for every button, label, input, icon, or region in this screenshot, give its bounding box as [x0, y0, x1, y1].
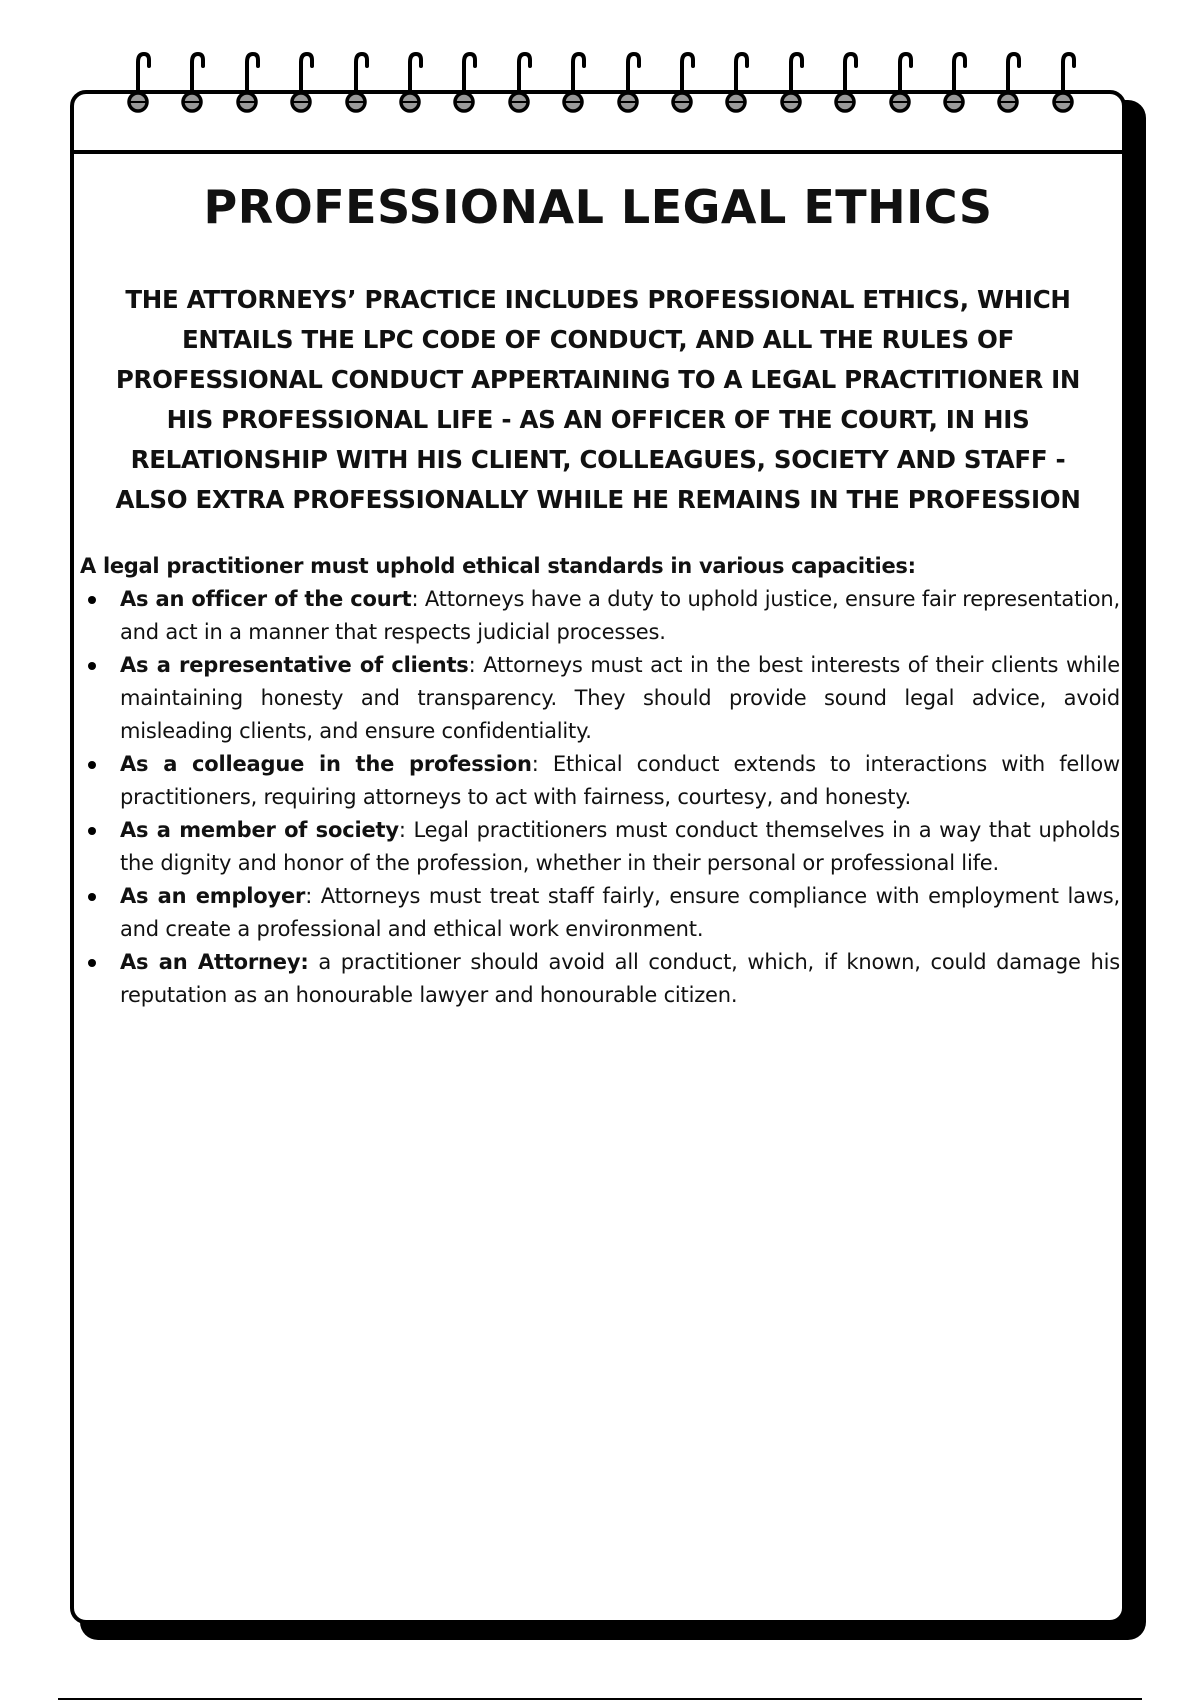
item-term: As an Attorney: [120, 950, 309, 974]
bullet-icon [88, 761, 96, 769]
spiral-ring-icon [667, 50, 697, 120]
spiral-ring-icon [286, 50, 316, 120]
notebook-header-rule [74, 150, 1122, 154]
list-item [120, 880, 1120, 946]
spiral-ring-icon [993, 50, 1023, 120]
list-item [120, 649, 1120, 748]
spiral-binding [0, 50, 1200, 120]
spiral-ring-icon [776, 50, 806, 120]
item-text: a practitioner should avoid all conduct, which, if known, could damage his reputation as an honourable lawyer and honourable citizen. [120, 950, 1121, 1007]
spiral-ring-icon [123, 50, 153, 120]
item-text: Attorneys have a duty to uphold justice, ensure fair representation, and act in a manner that respects judicial processes. [120, 587, 1120, 644]
item-term: As an officer of the court [120, 587, 412, 611]
capacities-list [80, 583, 1120, 1012]
spiral-ring-icon [341, 50, 371, 120]
item-term: As an employer [120, 884, 306, 908]
spiral-ring-icon [721, 50, 751, 120]
bullet-icon [88, 596, 96, 604]
spiral-ring-icon [232, 50, 262, 120]
spiral-ring-icon [177, 50, 207, 120]
item-text: Attorneys must act in the best interests of their clients while maintaining honesty and transparency. They should provide sound legal advice, avoid misleading clients, and ensure confidentiality. [120, 653, 1121, 743]
item-separator: : [398, 818, 406, 842]
item-term: As a colleague in the profession [120, 752, 532, 776]
spiral-ring-icon [504, 50, 534, 120]
intro-paragraph: THE ATTORNEYS’ PRACTICE INCLUDES PROFESSIONAL ETHICS, WHICH ENTAILS THE LPC CODE OF CONDUCT, AND ALL THE RULES OF PROFESSIONAL CONDUCT APPERTAINING TO A LEGAL PRACTITIONER IN HIS PROFESSIONAL LIFE - AS AN OFFICER OF THE COURT, IN HIS RELATIONSHIP WITH HIS CLIENT, COLLEAGUES, SOCIETY AND STAFF - ALSO EXTRA PROFESSIONALLY WHILE HE REMAINS IN THE PROFESSION [115, 285, 1081, 514]
bullet-icon [88, 827, 96, 835]
spiral-ring-icon [885, 50, 915, 120]
item-separator: : [411, 587, 419, 611]
item-separator: : [305, 884, 313, 908]
spiral-ring-icon [1048, 50, 1078, 120]
item-separator: : [468, 653, 476, 677]
spiral-ring-icon [558, 50, 588, 120]
item-term: As a representative of clients [120, 653, 469, 677]
item-separator: : [531, 752, 539, 776]
list-item [120, 814, 1120, 880]
item-text: Ethical conduct extends to interactions with fellow practitioners, requiring attorneys to act with fairness, courtesy, and honesty. [120, 752, 1121, 809]
spiral-ring-icon [395, 50, 425, 120]
spiral-ring-icon [830, 50, 860, 120]
bullet-icon [88, 662, 96, 670]
page-title: PROFESSIONAL LEGAL ETHICS [203, 180, 993, 234]
bullet-icon [88, 893, 96, 901]
spiral-ring-icon [449, 50, 479, 120]
spiral-ring-icon [939, 50, 969, 120]
list-item [120, 748, 1120, 814]
lead-sentence: A legal practitioner must uphold ethical standards in various capacities: [80, 554, 916, 578]
spiral-ring-icon [613, 50, 643, 120]
item-text: Legal practitioners must conduct themselves in a way that upholds the dignity and honor of the profession, whether in their personal or professional life. [120, 818, 1120, 875]
item-term: As a member of society [120, 818, 399, 842]
list-item [120, 946, 1120, 1012]
item-text: Attorneys must treat staff fairly, ensure compliance with employment laws, and create a professional and ethical work environment. [120, 884, 1120, 941]
list-item [120, 583, 1120, 649]
bullet-icon [88, 959, 96, 967]
